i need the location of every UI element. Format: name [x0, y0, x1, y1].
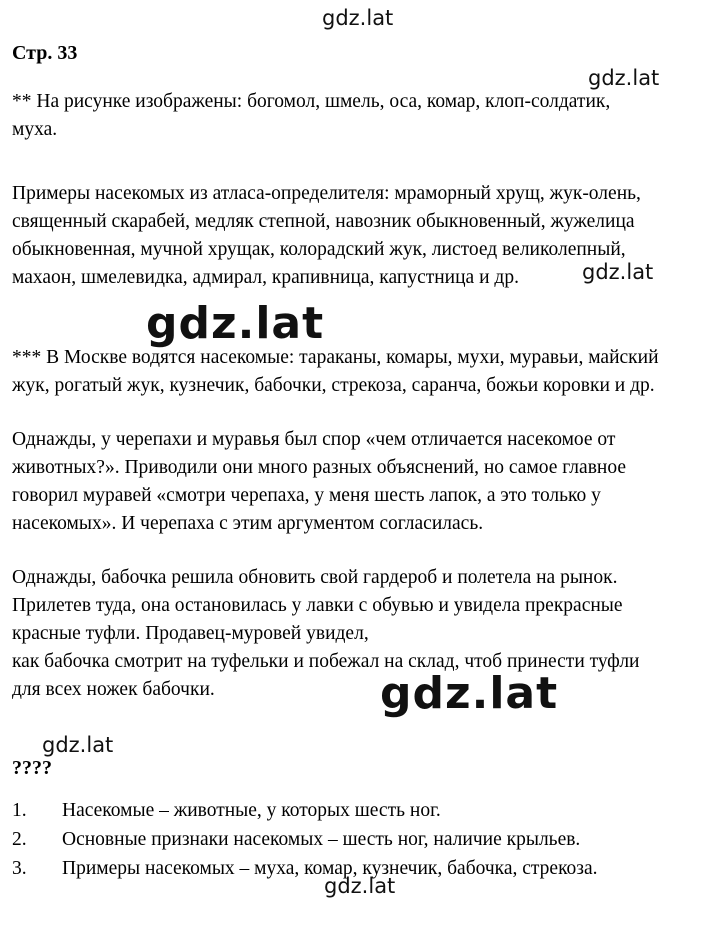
list-item-number: 2. — [12, 829, 27, 850]
list-item — [12, 796, 598, 825]
paragraph-atlas-examples — [12, 180, 712, 292]
watermark: gdz.lat — [380, 668, 559, 719]
page-heading: Стр. 33 — [12, 42, 78, 64]
list-item-text: Примеры насекомых – муха, комар, кузнечик, бабочка, стрекоза. — [62, 858, 598, 879]
paragraph-line: как бабочка смотрит на туфельки и побежал на склад, чтоб принести туфли — [12, 651, 640, 672]
answers-list — [12, 796, 598, 883]
list-item-text: Насекомые – животные, у которых шесть ног. — [62, 800, 441, 821]
paragraph-line: ** На рисунке изображены: богомол, шмель, оса, комар, клоп-солдатик, — [12, 91, 611, 112]
watermark: gdz.lat — [146, 298, 325, 349]
watermark: gdz.lat — [324, 874, 396, 898]
paragraph-line: красные туфли. Продавец-муровей увидел, — [12, 623, 369, 644]
paragraph-line: Однажды, бабочка решила обновить свой гардероб и полетела на рынок. — [12, 567, 618, 588]
list-item-number: 3. — [12, 858, 27, 879]
paragraph-line: махаон, шмелевидка, адмирал, крапивница, капустница и др. — [12, 267, 519, 288]
questions-heading: ???? — [12, 757, 52, 779]
paragraph-line: Примеры насекомых из атласа-определителя: мраморный хрущ, жук-олень, — [12, 183, 641, 204]
paragraph-line: Прилетев туда, она остановилась у лавки с обувью и увидела прекрасные — [12, 595, 623, 616]
paragraph-turtle-story — [12, 426, 712, 538]
watermark: gdz.lat — [582, 260, 654, 284]
paragraph-butterfly-story — [12, 564, 712, 704]
paragraph-moscow-insects — [12, 344, 712, 400]
watermark: gdz.lat — [322, 6, 394, 30]
paragraph-line: говорил муравей «смотри черепаха, у меня шесть лапок, а это только у — [12, 485, 601, 506]
list-item-number: 1. — [12, 800, 27, 821]
watermark: gdz.lat — [42, 733, 114, 757]
paragraph-line: насекомых». И черепаха с этим аргументом согласилась. — [12, 513, 484, 534]
paragraph-line: жук, рогатый жук, кузнечик, бабочки, стрекоза, саранча, божьи коровки и др. — [12, 375, 655, 396]
list-item — [12, 854, 598, 883]
paragraph-line: для всех ножек бабочки. — [12, 679, 215, 700]
paragraph-line: *** В Москве водятся насекомые: тараканы, комары, мухи, муравьи, майский — [12, 347, 659, 368]
paragraph-line: обыкновенная, мучной хрущак, колорадский жук, листоед великолепный, — [12, 239, 626, 260]
paragraph-line: животных?». Приводили они много разных объяснений, но самое главное — [12, 457, 626, 478]
list-item-text: Основные признаки насекомых – шесть ног, наличие крыльев. — [62, 829, 581, 850]
paragraph-line: муха. — [12, 119, 58, 140]
paragraph-line: Однажды, у черепахи и муравья был спор «чем отличается насекомое от — [12, 429, 616, 450]
watermark: gdz.lat — [588, 66, 660, 90]
paragraph-line: священный скарабей, медляк степной, навозник обыкновенный, жужелица — [12, 211, 635, 232]
paragraph-pictured-insects — [12, 88, 712, 144]
list-item — [12, 825, 598, 854]
